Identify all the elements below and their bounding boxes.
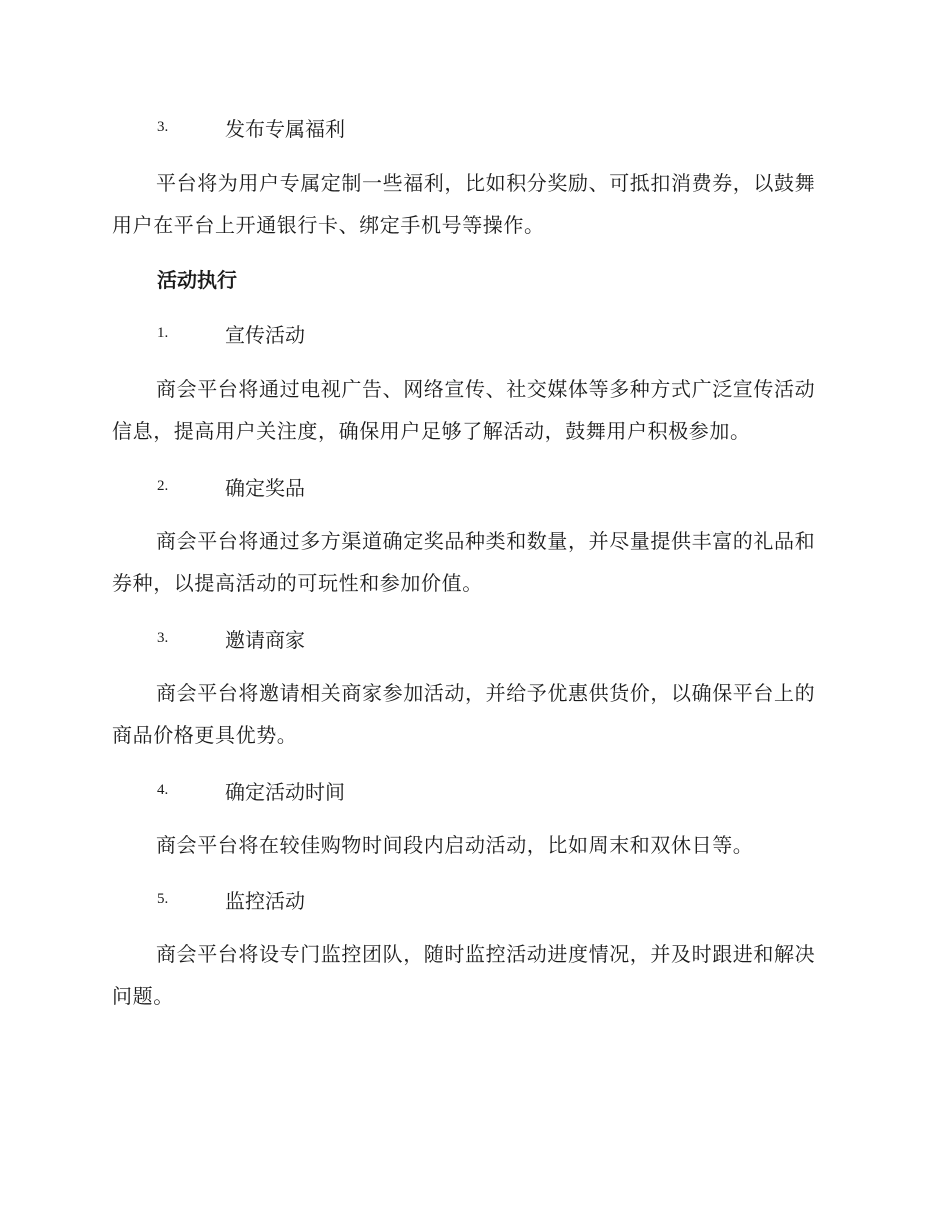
numbered-heading	[157, 775, 345, 805]
paragraph: 商会平台将设专门监控团队，随时监控活动进度情况，并及时跟进和解决问题。	[112, 942, 816, 1008]
paragraph: 商会平台将在较佳购物时间段内启动活动，比如周末和双休日等。	[156, 833, 754, 857]
paragraph: 商会平台将通过多方渠道确定奖品种类和数量，并尽量提供丰富的礼品和券种，以提高活动的可玩性和参加价值。	[112, 529, 816, 595]
item-number: 1.	[157, 324, 169, 341]
item-number: 5.	[157, 890, 169, 907]
item-number: 2.	[157, 477, 169, 494]
numbered-heading	[157, 471, 305, 501]
item-title: 确定活动时间	[225, 779, 345, 804]
item-title: 监控活动	[225, 888, 305, 913]
paragraph: 商会平台将通过电视广告、网络宣传、社交媒体等多种方式广泛宣传活动信息，提高用户关注度，确保用户足够了解活动，鼓舞用户积极参加。	[112, 377, 816, 443]
item-title: 确定奖品	[225, 475, 305, 500]
item-title: 发布专属福利	[225, 116, 345, 141]
numbered-heading	[157, 112, 345, 142]
numbered-heading	[157, 318, 305, 348]
paragraph: 商会平台将邀请相关商家参加活动，并给予优惠供货价，以确保平台上的商品价格更具优势。	[112, 681, 816, 747]
numbered-heading	[157, 884, 305, 914]
paragraph: 平台将为用户专属定制一些福利，比如积分奖励、可抵扣消费券，以鼓舞用户在平台上开通银行卡、绑定手机号等操作。	[112, 171, 816, 237]
numbered-heading	[157, 623, 305, 653]
item-number: 3.	[157, 629, 169, 646]
item-number: 3.	[157, 118, 169, 135]
item-number: 4.	[157, 781, 169, 798]
item-title: 宣传活动	[225, 322, 305, 347]
item-title: 邀请商家	[225, 627, 305, 652]
section-heading: 活动执行	[157, 268, 237, 292]
